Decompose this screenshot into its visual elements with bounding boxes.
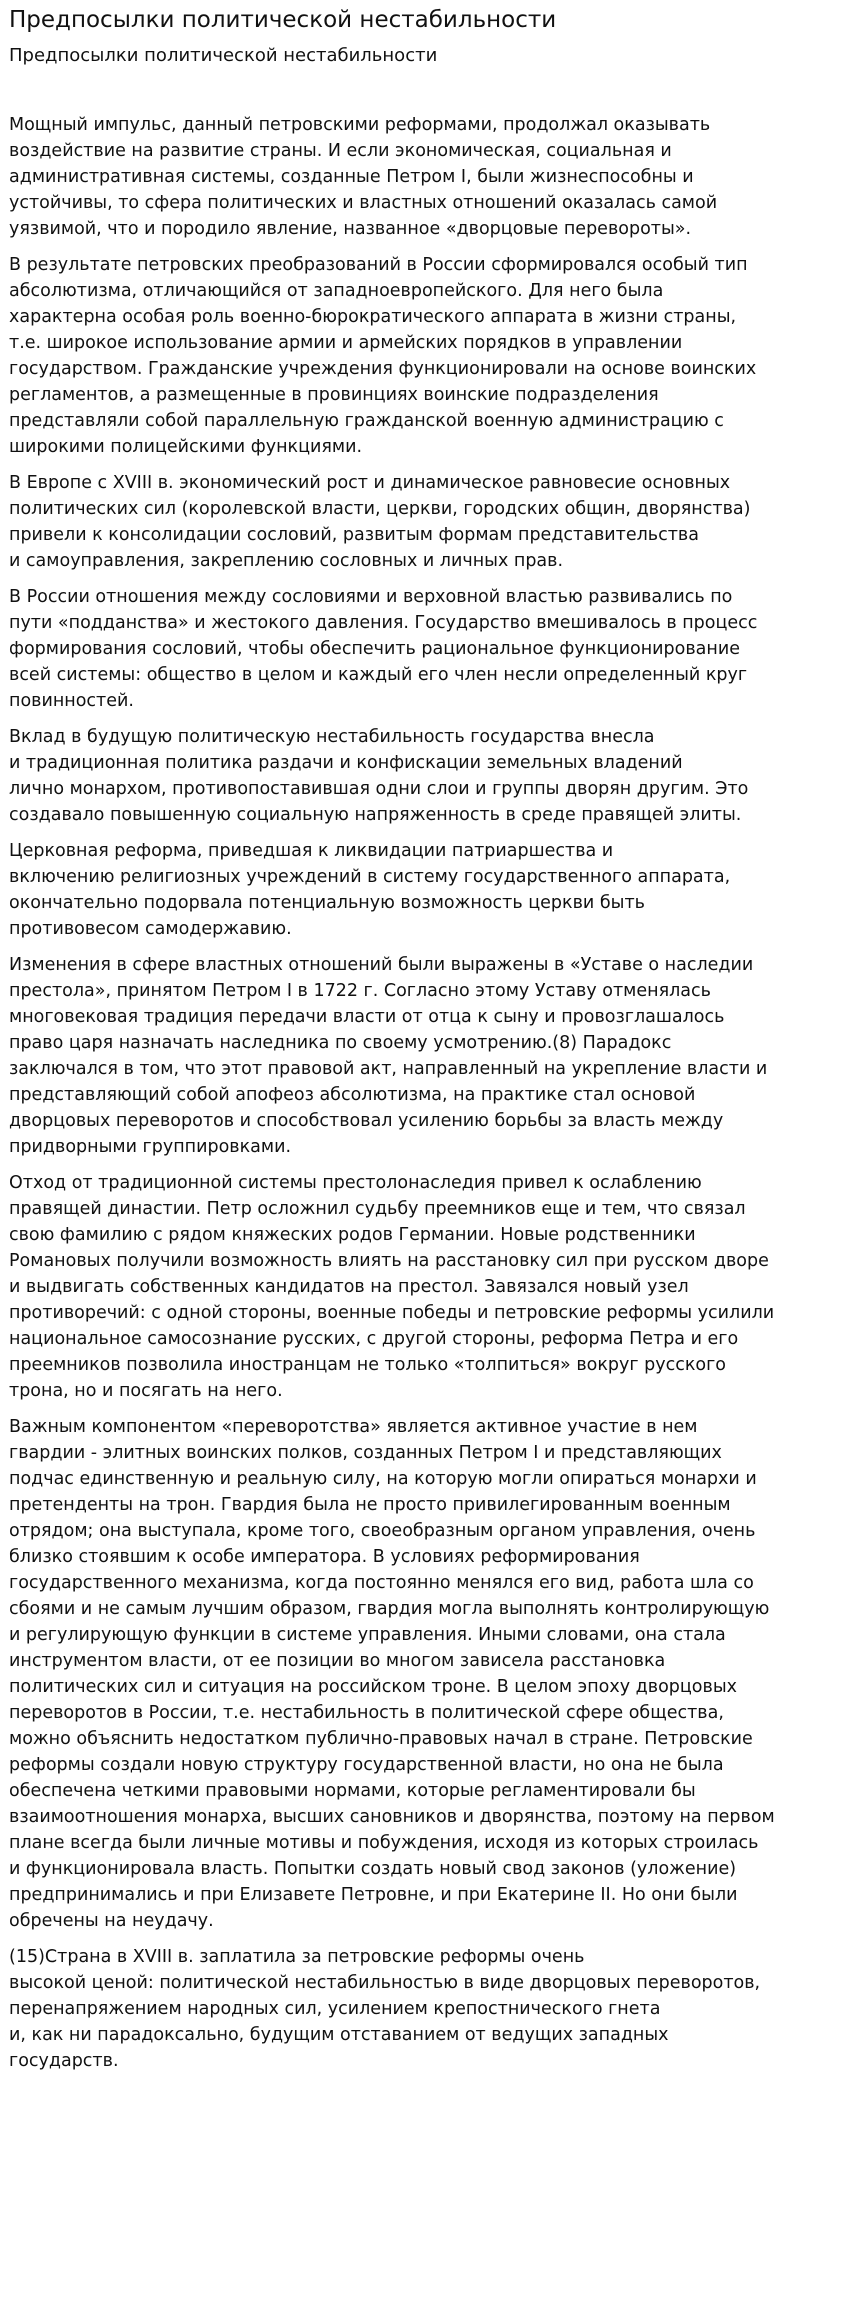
page-subtitle: Предпосылки политической нестабильности	[9, 45, 438, 66]
paragraph: Мощный импульс, данный петровскими реформами, продолжал оказывать воздействие на развитие страны. И если экономическая, социальная и административная системы, созданные Петром I, были жизнеспособны и устойчивы, то сфера политических и властных отношений оказалась самой уязвимой, что и породило явление, названное «дворцовые перевороты».	[9, 115, 718, 239]
paragraph: В результате петровских преобразований в России сформировался особый тип абсолютизма, отличающийся от западноевропейского. Для него была характерна особая роль военно-бюрократического аппарата в жизни страны, т.е. широкое использование армии и армейских порядков в управлении государством. Гражданские учреждения функционировали на основе воинских регламентов, а размещенные в провинциях воинские подразделения представляли собой параллельную гражданской военную администрацию с широкими полицейскими функциями.	[9, 255, 757, 457]
page-title: Предпосылки политической нестабильности	[9, 7, 557, 33]
paragraph: Отход от традиционной системы престолонаследия привел к ослаблению правящей династии. Петр осложнил судьбу преемников еще и тем, что связал свою фамилию с рядом княжеских родов Германии. Новые родственники Романовых получили возможность влиять на расстановку сил при русском дворе и выдвигать собственных кандидатов на престол. Завязался новый узел противоречий: с одной стороны, военные победы и петровские реформы усилили национальное самосознание русских, с другой стороны, реформа Петра и его преемников позволила иностранцам не только «толпиться» вокруг русского трона, но и посягать на него.	[9, 1173, 775, 1401]
paragraph: Изменения в сфере властных отношений были выражены в «Уставе о наследии престола», принятом Петром I в 1722 г. Согласно этому Уставу отменялась многовековая традиция передачи власти от отца к сыну и провозглашалось право царя назначать наследника по своему усмотрению.(8) Парадокс заключался в том, что этот правовой акт, направленный на укрепление власти и представляющий собой апофеоз абсолютизма, на практике стал основой дворцовых переворотов и способствовал усилению борьбы за власть между придворными группировками.	[9, 955, 768, 1157]
paragraph: (15)Страна в XVIII в. заплатила за петровские реформы очень высокой ценой: политической нестабильностью в виде дворцовых переворотов, перенапряжением народных сил, усилением крепостнического гнета и, как ни парадоксально, будущим отставанием от ведущих западных государств.	[9, 1947, 761, 2071]
paragraph: Церковная реформа, приведшая к ликвидации патриаршества и включению религиозных учреждений в систему государственного аппарата, окончательно подорвала потенциальную возможность церкви быть противовесом самодержавию.	[9, 841, 731, 939]
paragraph: Важным компонентом «переворотства» является активное участие в нем гвардии - элитных воинских полков, созданных Петром I и представляющих подчас единственную и реальную силу, на которую могли опираться монархи и претенденты на трон. Гвардия была не просто привилегированным военным отрядом; она выступала, кроме того, своеобразным органом управления, очень близко стоявшим к особе императора. В условиях реформирования государственного механизма, когда постоянно менялся его вид, работа шла со сбоями и не самым лучшим образом, гвардия могла выполнять контролирующую и регулирующую функции в системе управления. Иными словами, она стала инструментом власти, от ее позиции во многом зависела расстановка политических сил и ситуация на российском троне. В целом эпоху дворцовых переворотов в России, т.е. нестабильность в политической сфере общества, можно объяснить недостатком публично-правовых начал в стране. Петровские реформы создали новую структуру государственной власти, но она не была обеспечена четкими правовыми нормами, которые регламентировали бы взаимоотношения монарха, высших сановников и дворянства, поэтому на первом плане всегда были личные мотивы и побуждения, исходя из которых строилась и функционировала власть. Попытки создать новый свод законов (уложение) предпринимались и при Елизавете Петровне, и при Екатерине II. Но они были обречены на неудачу.	[9, 1417, 775, 1931]
article-body	[9, 112, 838, 2074]
paragraph: В России отношения между сословиями и верховной властью развивались по пути «подданства» и жестокого давления. Государство вмешивалось в процесс формирования сословий, чтобы обеспечить рациональное функционирование всей системы: общество в целом и каждый его член несли определенный круг повинностей.	[9, 587, 758, 711]
paragraph: Вклад в будущую политическую нестабильность государства внесла и традиционная политика раздачи и конфискации земельных владений лично монархом, противопоставившая одни слои и группы дворян другим. Это создавало повышенную социальную напряженность в среде правящей элиты.	[9, 727, 749, 825]
paragraph: В Европе с XVIII в. экономический рост и динамическое равновесие основных политических сил (королевской власти, церкви, городских общин, дворянства) привели к консолидации сословий, развитым формам представительства и самоуправления, закреплению сословных и личных прав.	[9, 473, 751, 571]
